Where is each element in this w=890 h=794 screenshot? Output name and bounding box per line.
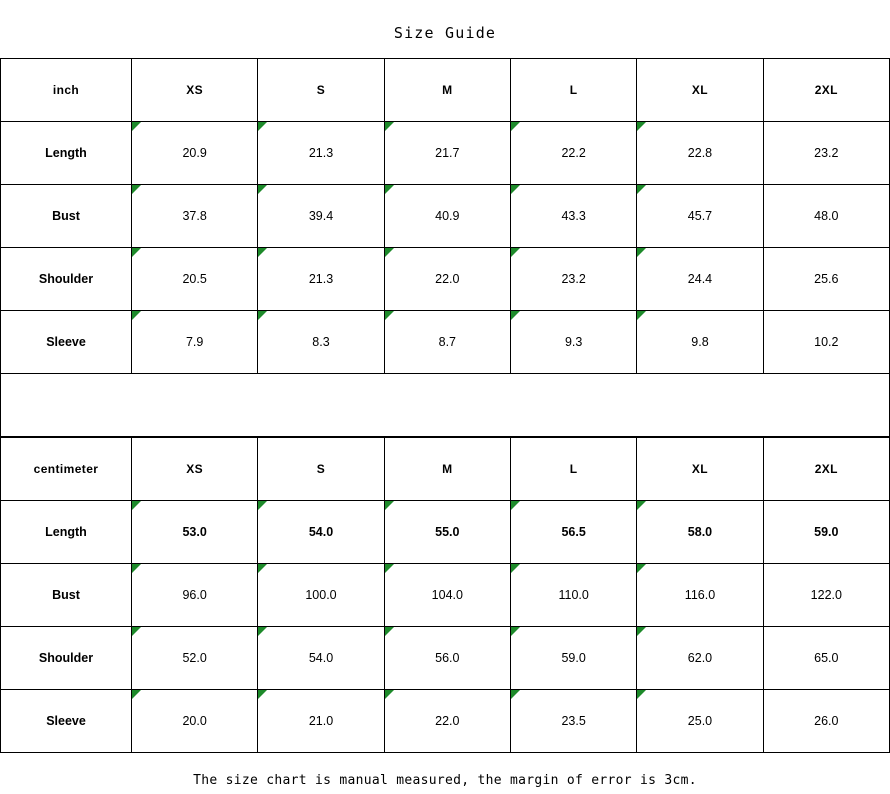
table-row [1, 185, 890, 248]
table-cell: 54.0 [258, 501, 384, 564]
table-cell: 58.0 [637, 501, 763, 564]
table-separator [0, 374, 890, 437]
measurement-disclaimer: The size chart is manual measured, the margin of error is 3cm. [193, 773, 697, 788]
column-header-l: L [510, 438, 636, 501]
table-cell: 20.0 [132, 690, 258, 753]
table-row [1, 627, 890, 690]
table-cell: 9.8 [637, 311, 763, 374]
table-cell: 22.0 [384, 690, 510, 753]
column-header-xl: XL [637, 438, 763, 501]
column-header-m: M [384, 438, 510, 501]
table-cell: 22.2 [510, 122, 636, 185]
table-cell: 22.0 [384, 248, 510, 311]
page-title: Size Guide [393, 24, 497, 42]
column-header-2xl: 2XL [763, 438, 889, 501]
table-cell: 8.7 [384, 311, 510, 374]
table-cell: 116.0 [637, 564, 763, 627]
table-header-row [1, 59, 890, 122]
table-cell: 37.8 [132, 185, 258, 248]
row-label-bust: Bust [1, 564, 132, 627]
table-row [1, 501, 890, 564]
table-cell: 54.0 [258, 627, 384, 690]
table-cell: 10.2 [763, 311, 889, 374]
table-cell: 59.0 [510, 627, 636, 690]
table-cell: 21.3 [258, 248, 384, 311]
table-cell: 20.5 [132, 248, 258, 311]
row-label-sleeve: Sleeve [1, 311, 132, 374]
table-row [1, 311, 890, 374]
table-cell: 26.0 [763, 690, 889, 753]
table-cell: 62.0 [637, 627, 763, 690]
row-label-length: Length [1, 122, 132, 185]
table-cell: 43.3 [510, 185, 636, 248]
table-header-row [1, 438, 890, 501]
row-label-sleeve: Sleeve [1, 690, 132, 753]
table-row [1, 690, 890, 753]
unit-label-inch: inch [1, 59, 132, 122]
table-cell: 53.0 [132, 501, 258, 564]
table-cell: 21.0 [258, 690, 384, 753]
table-cell: 56.5 [510, 501, 636, 564]
table-cell: 20.9 [132, 122, 258, 185]
column-header-m: M [384, 59, 510, 122]
column-header-xl: XL [637, 59, 763, 122]
row-label-length: Length [1, 501, 132, 564]
table-cell: 8.3 [258, 311, 384, 374]
table-cell: 52.0 [132, 627, 258, 690]
table-cell: 65.0 [763, 627, 889, 690]
table-cell: 48.0 [763, 185, 889, 248]
table-cell: 21.3 [258, 122, 384, 185]
table-cell: 24.4 [637, 248, 763, 311]
size-table-centimeter [0, 437, 890, 753]
table-cell: 100.0 [258, 564, 384, 627]
table-cell: 122.0 [763, 564, 889, 627]
table-cell: 96.0 [132, 564, 258, 627]
table-cell: 39.4 [258, 185, 384, 248]
table-row [1, 248, 890, 311]
table-row [1, 122, 890, 185]
table-cell: 40.9 [384, 185, 510, 248]
unit-label-centimeter: centimeter [1, 438, 132, 501]
table-cell: 23.2 [763, 122, 889, 185]
table-cell: 25.0 [637, 690, 763, 753]
column-header-2xl: 2XL [763, 59, 889, 122]
table-cell: 7.9 [132, 311, 258, 374]
table-cell: 21.7 [384, 122, 510, 185]
row-label-bust: Bust [1, 185, 132, 248]
table-cell: 59.0 [763, 501, 889, 564]
row-label-shoulder: Shoulder [1, 627, 132, 690]
table-cell: 110.0 [510, 564, 636, 627]
table-row [1, 564, 890, 627]
column-header-s: S [258, 438, 384, 501]
table-cell: 45.7 [637, 185, 763, 248]
column-header-l: L [510, 59, 636, 122]
table-cell: 104.0 [384, 564, 510, 627]
table-cell: 25.6 [763, 248, 889, 311]
row-label-shoulder: Shoulder [1, 248, 132, 311]
table-cell: 9.3 [510, 311, 636, 374]
column-header-xs: XS [132, 59, 258, 122]
column-header-xs: XS [132, 438, 258, 501]
table-cell: 23.2 [510, 248, 636, 311]
size-table-inch [0, 58, 890, 374]
table-cell: 22.8 [637, 122, 763, 185]
table-cell: 23.5 [510, 690, 636, 753]
table-cell: 55.0 [384, 501, 510, 564]
table-cell: 56.0 [384, 627, 510, 690]
column-header-s: S [258, 59, 384, 122]
